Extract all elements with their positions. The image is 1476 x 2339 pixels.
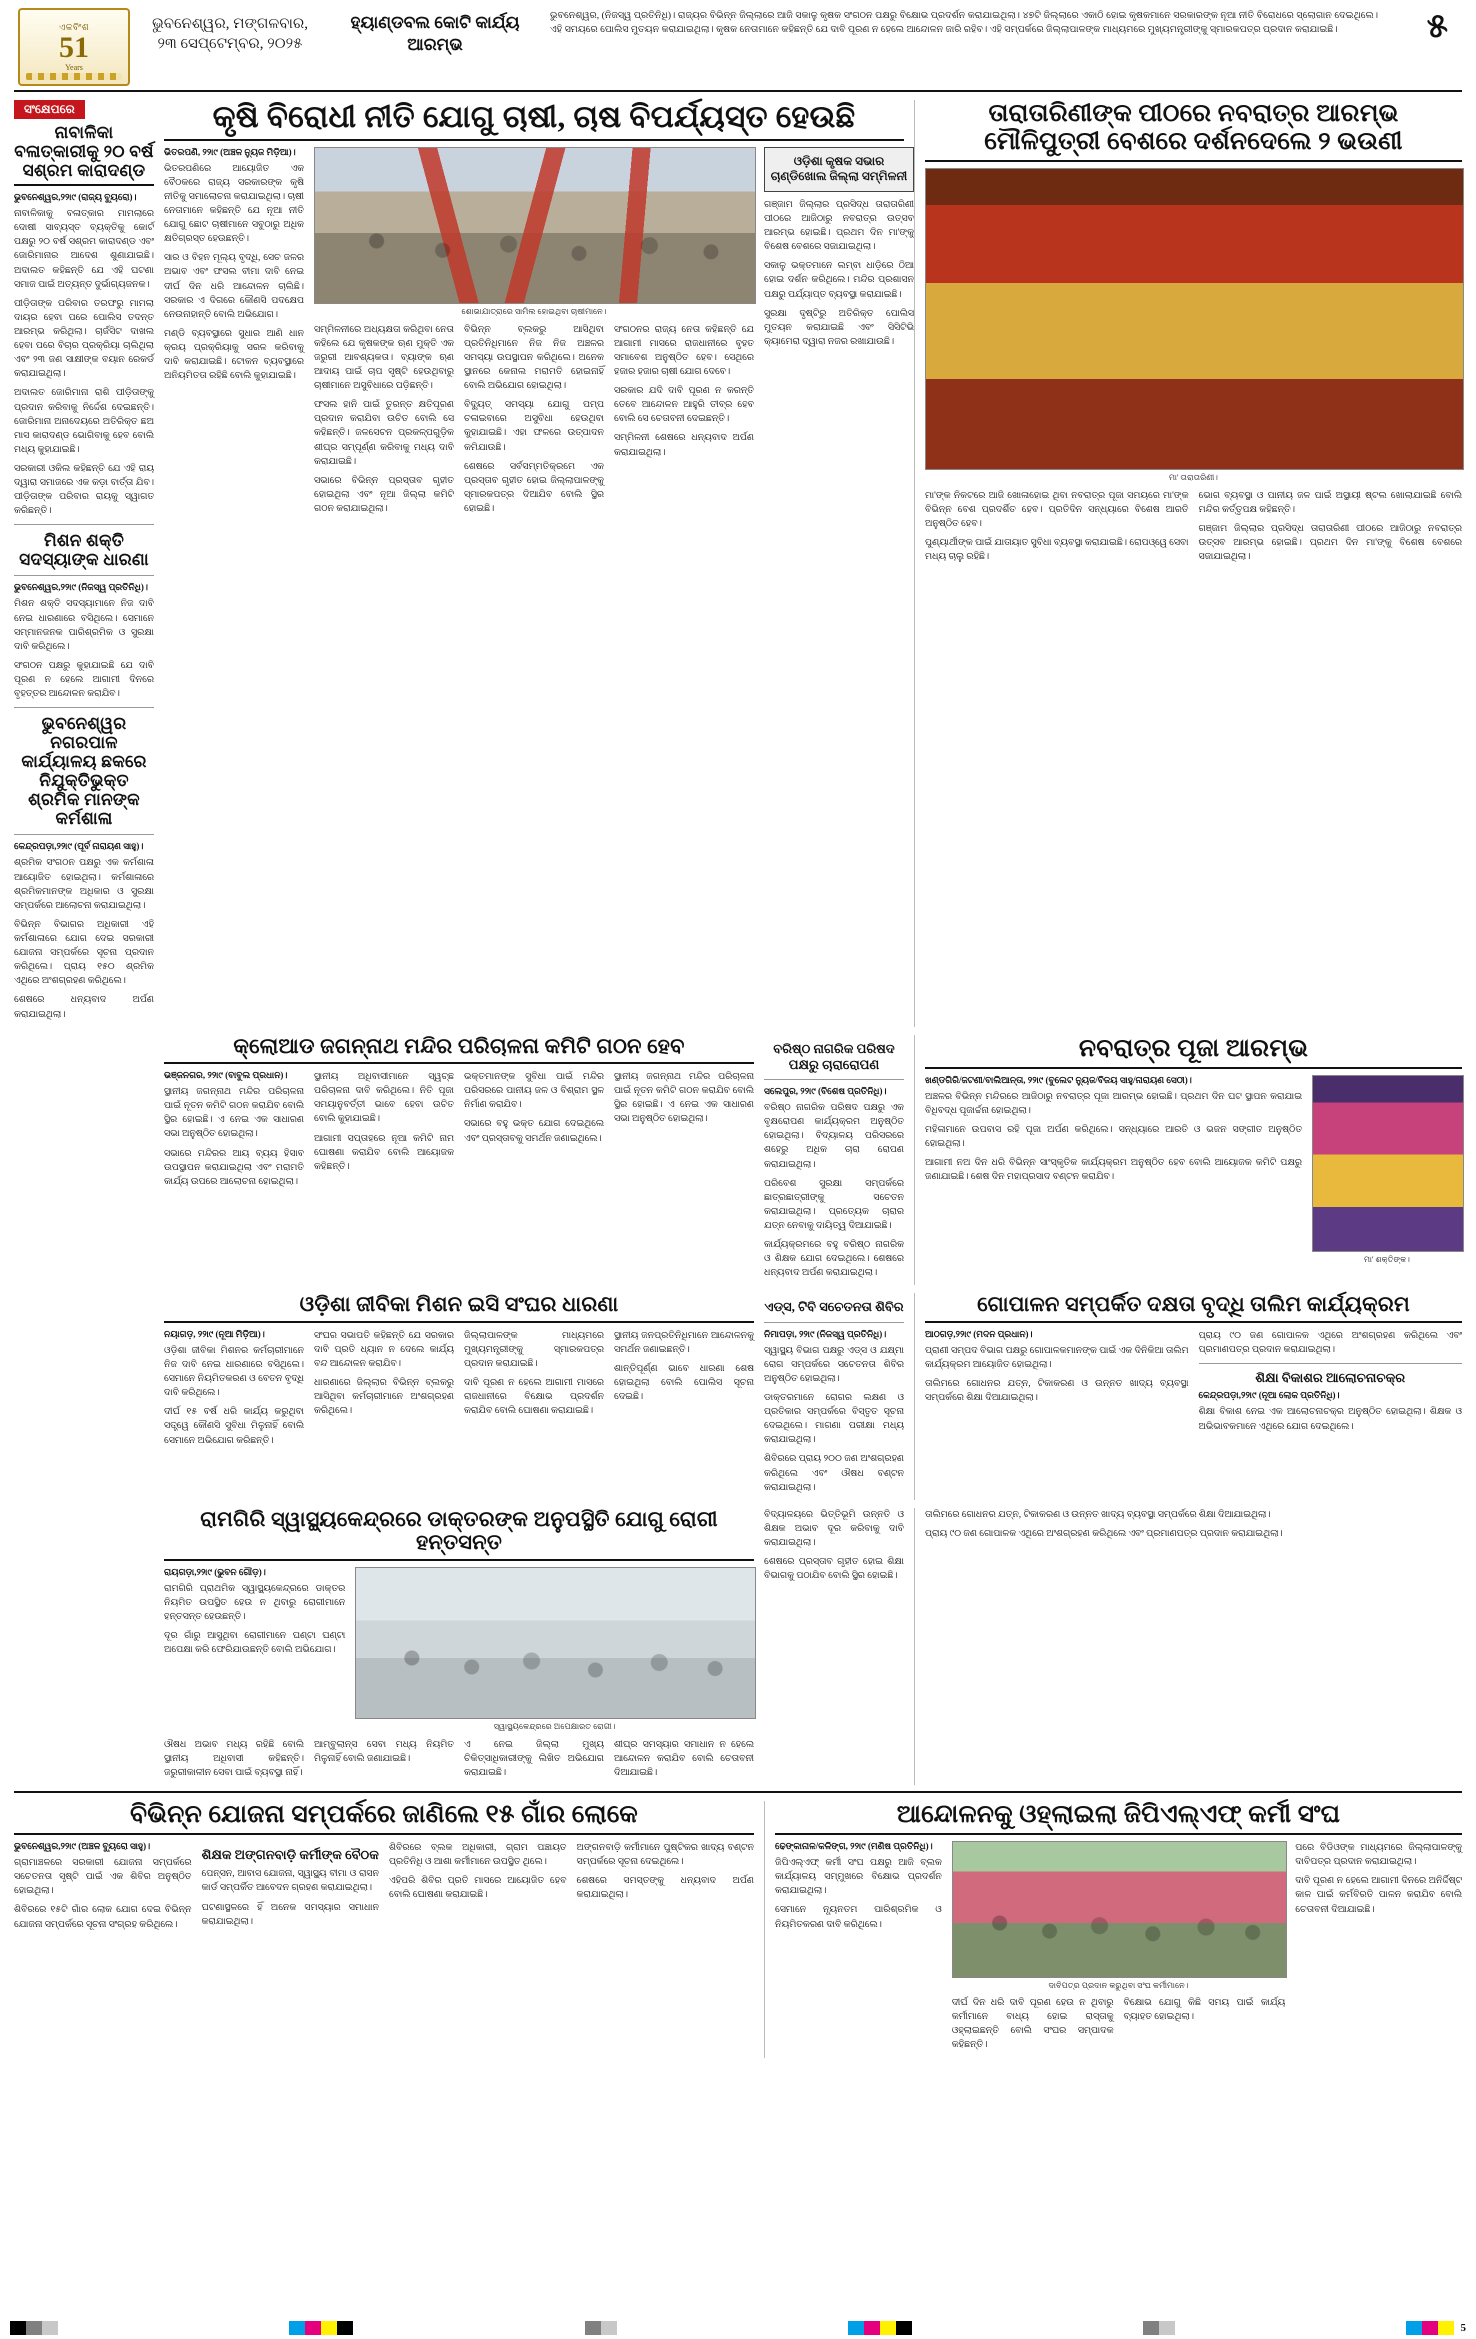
worker-workshop-para: ଶେଷରେ ଧନ୍ୟବାଦ ଅର୍ପଣ କରାଯାଇଥିଲା।: [14, 995, 154, 1020]
bottom-left-col-4: [577, 1841, 755, 1937]
brief-para: ପୀଡ଼ିତାଙ୍କ ପରିବାର ତରଫରୁ ମାମଲା ଦାୟର ହେବା ପରେ ପୋଲିସ ତଦନ୍ତ ଆରମ୍ଭ କରିଥିଲା। ଚାର୍ଜସିଟ ଦାଖଲ ହେବା ପରେ ବିଚାର ପ୍ରକ୍ରିୟା ଚାଲିଥିଲା ଏବଂ ୨୩ ଜଣ ସାକ୍ଷୀଙ୍କ ବୟାନ ରେକର୍ଡ କରାଯାଇଥିଲା।: [14, 298, 154, 380]
mission-shakti-headline: ମିଶନ ଶକ୍ତି ସଦସ୍ୟାଙ୍କ ଧାରଣା: [19, 531, 149, 570]
masthead-headline: ହ୍ୟାଣ୍ଡବଲ କୋଟି କାର୍ଯ୍ୟ ଆରମ୍ଭ: [350, 13, 520, 55]
row-5: [14, 1791, 1462, 2057]
jagannath-col-4: [614, 1070, 754, 1194]
gopalan-para: ତାଲିମରେ ଗୋଧନର ଯତ୍ନ, ଟିକାକରଣ ଓ ଉନ୍ନତ ଖାଦ୍ୟ ବ୍ୟବସ୍ଥା ସମ୍ପର୍କରେ ଶିକ୍ଷା ଦିଆଯାଇଥିଲା।: [925, 1379, 1189, 1404]
bottom-left-para: ଘଟଣାସ୍ଥଳରେ ହିଁ ଅନେକ ସମସ୍ୟାର ସମାଧାନ କରାଯାଇଥିଲା।: [201, 1902, 379, 1927]
bottom-right-para: ସେମାନେ ନ୍ୟୂନତମ ପାରିଶ୍ରମିକ ଓ ନିୟମିତକରଣ ଦାବି କରିଥିଲେ।: [775, 1905, 942, 1930]
jagannath-dateline: ଭଞ୍ଜନଗର, ୨୨ା୯ (ବାବୁଲ ପ୍ରଧାନ)।: [164, 1070, 288, 1081]
worker-workshop-para: ଶ୍ରମିକ ସଂଗଠନ ପକ୍ଷରୁ ଏକ କର୍ମଶାଳା ଆୟୋଜିତ ହୋଇଥିଲା। କର୍ମଶାଳାରେ ଶ୍ରମିକମାନଙ୍କ ଅଧିକାର ଓ ସୁରକ୍ଷା ସମ୍ପର୍କରେ ଆଲୋଚନା କରାଯାଇଥିଲା।: [14, 858, 154, 911]
bottom-right-photo-block: [952, 1841, 1286, 2057]
bottom-right-col-1: [775, 1841, 942, 2057]
jagannath-para: ସଭାରେ ମନ୍ଦିରର ଆୟ ବ୍ୟୟ ହିସାବ ଉପସ୍ଥାପନ କରାଯାଇଥିଲା ଏବଂ ମରାମତି କାର୍ଯ୍ୟ ଉପରେ ଆଲୋଚନା ହୋଇଥିଲା।: [164, 1148, 304, 1187]
navaratra-headline: ନବରାତ୍ର ପୂଜା ଆରମ୍ଭ: [1078, 1034, 1309, 1062]
ramagiri-col-4: [464, 1738, 604, 1785]
bottom-left-para: ଶିବିରରେ ୧୫ଟି ଗାଁର ଲୋକ ଯୋଗ ଦେଇ ବିଭିନ୍ନ ଯୋଜନା ସମ୍ପର୍କରେ ସୂଚନା ସଂଗ୍ରହ କରିଥିଲେ।: [14, 1905, 192, 1930]
registration-swatch: [864, 2321, 880, 2335]
registration-swatch: [289, 2321, 305, 2335]
temple-story: [914, 100, 1462, 1027]
registration-swatch: [305, 2321, 321, 2335]
main-story-para: ସମ୍ମିଳନୀ ଶେଷରେ ଧନ୍ୟବାଦ ଅର୍ପଣ କରାଯାଇଥିଲା।: [614, 433, 754, 458]
edition-date: ୨୩ ସେପ୍ଟେମ୍ବର, ୨୦୨୫: [157, 36, 303, 53]
row-2: [14, 1027, 1462, 1286]
main-story-para: ଫସଲ ହାନି ପାଇଁ ତୁରନ୍ତ କ୍ଷତିପୂରଣ ପ୍ରଦାନ କରାଯିବା ଉଚିତ ବୋଲି ସେ କହିଛନ୍ତି। ଜଳସେଚନ ପ୍ରକଳ୍ପଗୁଡ଼ିକ ଶୀଘ୍ର ସମ୍ପୂର୍ଣ୍ଣ କରିବାକୁ ମଧ୍ୟ ଦାବି କରାଯାଇଛି।: [314, 400, 454, 467]
bottom-left-para: ଶେଷରେ ସମସ୍ତଙ୍କୁ ଧନ୍ୟବାଦ ଅର୍ପଣ କରାଯାଇଥିଲା।: [576, 1876, 754, 1901]
bottom-right-para: ଦୀର୍ଘ ଦିନ ଧରି ଦାବି ପୂରଣ ହେଉ ନ ଥିବାରୁ କର୍ମୀମାନେ ବାଧ୍ୟ ହୋଇ ରାସ୍ତାକୁ ଓହ୍ଲାଇଛନ୍ତି ବୋଲି ସଂଘର ସମ୍ପାଦକ କହିଛନ୍ତି।: [951, 1998, 1114, 2051]
gopalan-dateline: ଆଠଗଡ଼,୨୨ା୯ (ମଦନ ପ୍ରଧାନ)।: [925, 1328, 1033, 1339]
ramagiri-col-2: [164, 1738, 304, 1785]
citizen-forum-para: କାର୍ଯ୍ୟକ୍ରମରେ ବହୁ ବରିଷ୍ଠ ନାଗରିକ ଓ ଶିକ୍ଷକ ଯୋଗ ଦେଇଥିଲେ। ଶେଷରେ ଧନ୍ୟବାଦ ଅର୍ପଣ କରାଯାଇଥିଲା।: [764, 1240, 904, 1279]
jagannath-para: ସ୍ଥାନୀୟ ଜଗନ୍ନାଥ ମନ୍ଦିର ପରିଚାଳନା ପାଇଁ ନୂତନ କମିଟି ଗଠନ କରାଯିବ ବୋଲି ସ୍ଥିର ହୋଇଛି। ଏ ନେଇ ଏକ ସାଧାରଣ ସଭା ଅନୁଷ୍ଠିତ ହୋଇଥିଲା।: [614, 1072, 754, 1125]
temple-headline-line1: ତାରାତାରିଣୀଙ୍କ ପୀଠରେ ନବରାତ୍ର ଆରମ୍ଭ: [988, 100, 1399, 127]
divider: [775, 1833, 1462, 1835]
gopalan-headline: ଗୋପାଳନ ସମ୍ପର୍କିତ ଦକ୍ଷତା ବୃଦ୍ଧି ତାଲିମ କାର୍ଯ୍ୟକ୍ରମ: [977, 1292, 1410, 1317]
divider: [925, 160, 1462, 162]
edition-place: ଭୁବନେଶ୍ୱର, ମଙ୍ଗଳବାର,: [151, 16, 308, 32]
spacer-col: [14, 1293, 154, 1499]
ramagiri-headline: ରାମଗିରି ସ୍ୱାସ୍ଥ୍ୟକେନ୍ଦ୍ରରେ ଡାକ୍ତରଙ୍କ ଅନୁପସ୍ଥିତି ଯୋଗୁ ରୋଗୀ ହନ୍ତସନ୍ତ: [200, 1506, 718, 1555]
livelihood-mission-story: [164, 1293, 754, 1499]
main-story-dateline: ଭିତରପଣି, ୨୨ା୯ (ଅଞ୍ଚଳ ନ୍ୟୁଜ ମିଡ଼ିଆ)।: [164, 146, 296, 157]
jagannath-col-3: [464, 1070, 604, 1194]
registration-swatch: [896, 2321, 912, 2335]
ramagiri-para: ଏ ନେଇ ଜିଲ୍ଲା ମୁଖ୍ୟ ଚିକିତ୍ସାଧିକାରୀଙ୍କୁ ଲିଖିତ ଅଭିଯୋଗ କରାଯାଇଛି।: [464, 1739, 604, 1779]
main-story-para: ସମ୍ମିଳନୀରେ ଅଧ୍ୟକ୍ଷତା କରିଥିବା ନେତା କହିଲେ ଯେ କୃଷକଙ୍କ ଋଣ ମୁକ୍ତି ଏକ ଜରୁରୀ ଆବଶ୍ୟକତା। ବ୍ୟାଙ୍କ ଋଣ ଆଦାୟ ପାଇଁ ଚାପ ସୃଷ୍ଟି ହେଉଥିବାରୁ ଚାଷୀମାନେ ଅସୁବିଧାରେ ପଡ଼ିଛନ୍ତି।: [314, 324, 454, 392]
navaratra-para: ଅଞ୍ଚଳର ବିଭିନ୍ନ ମନ୍ଦିରରେ ଆଜିଠାରୁ ନବରାତ୍ର ପୂଜା ଆରମ୍ଭ ହୋଇଛି। ପ୍ରଥମ ଦିନ ଘଟ ସ୍ଥାପନ କରାଯାଇ ବିଧିବଦ୍ଧ ପୂଜାର୍ଚ୍ଚନା ହୋଇଥିଲା।: [925, 1091, 1302, 1116]
anganwadi-subheadline: ଶିକ୍ଷକ ଅଙ୍ଗନବାଡ଼ି କର୍ମୀଙ୍କ ବୈଠକ: [201, 1847, 379, 1863]
hiv-training-story: [764, 1293, 904, 1499]
temple-para: ପୁଣ୍ୟାର୍ଥୀଙ୍କ ପାଇଁ ଯାତାୟାତ ସୁବିଧା ବ୍ୟବସ୍ଥା କରାଯାଇଛି। ରୋପଓ୍ୱେ ସେବା ମଧ୍ୟ ଚାଲୁ ରହିଛି।: [925, 538, 1189, 563]
navaratra-text: [925, 1075, 1302, 1265]
jagannath-para: ସ୍ଥାନୀୟ ଜଗନ୍ନାଥ ମନ୍ଦିର ପରିଚାଳନା ପାଇଁ ନୂତନ କମିଟି ଗଠନ କରାଯିବ ବୋଲି ସ୍ଥିର ହୋଇଛି। ଏ ନେଇ ଏକ ସାଧାରଣ ସଭା ଅନୁଷ୍ଠିତ ହୋଇଥିଲା।: [164, 1087, 304, 1140]
navaratra-dateline: ଖଣ୍ଡଗିରି/ଜଟଣୀ/ବାଲିଆନ୍ତା, ୨୨ା୯ (ବୁଲେଟ ନ୍ୟୁଜ/ବିଜୟ ସାହୁ/ନାରାୟଣ ସେଠୀ)।: [925, 1074, 1192, 1085]
print-registration-bar: [0, 2317, 1476, 2339]
livelihood-para: ଶାନ୍ତିପୂର୍ଣ୍ଣ ଭାବେ ଧାରଣା ଶେଷ ହୋଇଥିଲା ବୋଲି ପୋଲିସ ସୂଚନା ଦେଇଛି।: [614, 1364, 754, 1403]
livelihood-para: ଜିଲ୍ଲାପାଳଙ୍କ ମାଧ୍ୟମରେ ମୁଖ୍ୟମନ୍ତ୍ରୀଙ୍କୁ ସ୍ମାରକପତ୍ର ପ୍ରଦାନ କରାଯାଇଛି।: [464, 1330, 604, 1370]
divider: [14, 1833, 754, 1835]
tara-tarini-photo: [925, 168, 1464, 470]
education-light-story: [764, 1508, 904, 1785]
education-para: ଶିକ୍ଷା ବିକାଶ ନେଇ ଏକ ଆଲୋଚନାଚକ୍ର ଅନୁଷ୍ଠିତ ହୋଇଥିଲା। ଶିକ୍ଷକ ଓ ଅଭିଭାବକମାନେ ଏଥିରେ ଯୋଗ ଦେଇଥିଲେ।: [1198, 1407, 1462, 1432]
jagannath-col-1: [164, 1070, 304, 1194]
divider: [14, 575, 154, 576]
main-story-para: ଶେଷରେ ସର୍ବସମ୍ମତିକ୍ରମେ ଏକ ପ୍ରସ୍ତାବ ଗୃହୀତ ହୋଇ ଜିଲ୍ଲାପାଳଙ୍କୁ ସ୍ମାରକପତ୍ର ଦିଆଯିବ ବୋଲି ସ୍ଥିର ହୋଇଛି।: [464, 461, 604, 515]
hiv-dateline: ନିମାପଡ଼ା, ୨୨ା୯ (ନିଜସ୍ୱ ପ୍ରତିନିଧି)।: [764, 1328, 887, 1339]
livelihood-col-4: [614, 1329, 754, 1453]
ma-shakti-photo: [1312, 1075, 1464, 1252]
protest-photo: [314, 147, 756, 304]
divider: [14, 184, 154, 186]
divider: [925, 1321, 1462, 1323]
bottom-right-para: ଜିପିଏଲ୍‌ଏଫ୍ କର୍ମୀ ସଂଘ ପକ୍ଷରୁ ଆଜି ବ୍ଲକ କାର୍ଯ୍ୟାଳୟ ସମ୍ମୁଖରେ ବିକ୍ଷୋଭ ପ୍ରଦର୍ଶନ କରାଯାଇଥିଲା।: [775, 1858, 942, 1897]
gopalan-para: ତାଲିମରେ ଗୋଧନର ଯତ୍ନ, ଟିକାକରଣ ଓ ଉନ୍ନତ ଖାଦ୍ୟ ବ୍ୟବସ୍ଥା ସମ୍ପର୍କରେ ଶିକ୍ଷା ଦିଆଯାଇଥିଲା।: [925, 1509, 1271, 1520]
divider: [1199, 1363, 1463, 1364]
bottom-right-para: ପରେ ବିଡିଓଙ୍କ ମାଧ୍ୟମରେ ଜିଲ୍ଲାପାଳଙ୍କୁ ଦାବିପତ୍ର ପ୍ରଦାନ କରାଯାଇଥିଲା।: [1295, 1843, 1462, 1868]
registration-swatch: [585, 2321, 601, 2335]
main-col-d: [614, 323, 754, 521]
main-story-para: ବିଭିନ୍ନ ବ୍ଲକରୁ ଆସିଥିବା ପ୍ରତିନିଧିମାନେ ନିଜ ନିଜ ଅଞ୍ଚଳର ସମସ୍ୟା ଉପସ୍ଥାପନ କରିଥିଲେ। ଅନେକ ସ୍ଥାନରେ କେନାଲ ମରାମତି ହୋଇନାହିଁ ବୋଲି ଅଭିଯୋଗ ହୋଇଥିଲା।: [464, 324, 604, 392]
patients-overlay: [356, 1568, 755, 1718]
navaratra-story: [914, 1035, 1462, 1286]
bottom-right-dateline: ଢେଙ୍କାନାଳ/କଳିଙ୍ଗ, ୨୨ା୯ (ମଣିଷ ପ୍ରତିନିଧି)।: [775, 1841, 933, 1852]
registration-swatch: [1143, 2321, 1159, 2335]
anniversary-number: 51: [59, 31, 89, 64]
divider: [164, 1559, 754, 1561]
divider: [764, 1322, 904, 1323]
temple-col-1: [925, 489, 1189, 570]
gopalan-training-story: [914, 1293, 1462, 1499]
divider: [164, 139, 904, 141]
brief-dateline: ଭୁବନେଶ୍ୱର,୨୨ା୯ (ରାଜ୍ୟ ବ୍ୟୁରୋ)।: [14, 192, 137, 203]
education-para: ବିଦ୍ୟାଳୟରେ ଭିତ୍ତିଭୂମି ଉନ୍ନତି ଓ ଶିକ୍ଷକ ଅଭାବ ଦୂର କରିବାକୁ ଦାବି କରାଯାଇଥିଲା।: [764, 1509, 904, 1548]
bottom-left-para: ପେନ୍‌ସନ, ଆବାସ ଯୋଜନା, ସ୍ୱାସ୍ଥ୍ୟ ବୀମା ଓ ରାସନ କାର୍ଡ ସମ୍ପର୍କିତ ଆବେଦନ ଗ୍ରହଣ କରାଯାଇଥିଲା।: [201, 1869, 379, 1894]
jagannath-para: ଭକ୍ତମାନଙ୍କ ସୁବିଧା ପାଇଁ ମନ୍ଦିର ପରିସରରେ ପାନୀୟ ଜଳ ଓ ବିଶ୍ରାମ ସ୍ଥଳ ନିର୍ମାଣ କରାଯିବ।: [464, 1072, 604, 1111]
main-col-c: [464, 323, 604, 521]
temple-para: ଭୋଗ ବ୍ୟବସ୍ଥା ଓ ପାନୀୟ ଜଳ ପାଇଁ ଅସ୍ଥାୟୀ ଷ୍ଟଲ ଖୋଲାଯାଇଛି ବୋଲି ମନ୍ଦିର କର୍ତ୍ତୃପକ୍ଷ କହିଛନ୍ତି।: [1198, 491, 1462, 516]
edition-place-date: [140, 8, 320, 55]
main-story-headline: କୃଷି ବିରୋଧୀ ନୀତି ଯୋଗୁ ଚାଷୀ, ଚାଷ ବିପର୍ଯ୍ୟସ୍ତ ହେଉଛି: [212, 99, 856, 134]
livelihood-headline: ଓଡ଼ିଶା ଜୀବିକା ମିଶନ ଇସି ସଂଘର ଧାରଣା: [299, 1292, 619, 1317]
gopalan-para: ପ୍ରାୟ ୯୦ ଜଣ ଗୋପାଳକ ଏଥିରେ ଅଂଶଗ୍ରହଣ କରିଥିଲେ ଏବଂ ପ୍ରମାଣପତ୍ର ପ୍ରଦାନ କରାଯାଇଥିଲା।: [925, 1528, 1283, 1539]
livelihood-col-2: [314, 1329, 454, 1453]
education-headline: ଶିକ୍ଷା ବିକାଶର ଆଲୋଚନାଚକ୍ର: [1255, 1370, 1406, 1386]
hiv-para: ସ୍ୱାସ୍ଥ୍ୟ ବିଭାଗ ପକ୍ଷରୁ ଏଡ୍ସ ଓ ଯକ୍ଷ୍ମା ରୋଗ ସମ୍ପର୍କରେ ସଚେତନତା ଶିବିର ଅନୁଷ୍ଠିତ ହୋଇଥିଲା।: [764, 1345, 904, 1384]
jagannath-committee-story: [164, 1035, 754, 1286]
temple-para: ଗଞ୍ଜାମ ଜିଲ୍ଲାର ପ୍ରସିଦ୍ଧ ତାରାତାରିଣୀ ପୀଠରେ ଆଜିଠାରୁ ନବରାତ୍ର ଉତ୍ସବ ଆରମ୍ଭ ହୋଇଛି। ପ୍ରଥମ ଦିନ ମା'ଙ୍କୁ ବିଶେଷ ବେଶରେ ସଜାଯାଇଥିଲା।: [1198, 524, 1462, 563]
livelihood-para: ଦୀର୍ଘ ୧୫ ବର୍ଷ ଧରି କାର୍ଯ୍ୟ କରୁଥିବା ସତ୍ତ୍ୱେ କୌଣସି ସୁବିଧା ମିଳୁନାହିଁ ବୋଲି ସେମାନେ ଅଭିଯୋଗ କରିଛନ୍ତି।: [164, 1407, 304, 1446]
column-briefs-cont: [14, 1035, 154, 1286]
bottom-left-para: ଏହିପରି ଶିବିର ପ୍ରତି ମାସରେ ଆୟୋଜିତ ହେବ ବୋଲି ଘୋଷଣା କରାଯାଇଛି।: [389, 1876, 567, 1901]
navaratra-para: ମହିଳାମାନେ ଉପବାସ ରହି ପୂଜା ଅର୍ପଣ କରିଥିଲେ। ସନ୍ଧ୍ୟାରେ ଆରତି ଓ ଭଜନ ସଙ୍ଗୀତ ଅନୁଷ୍ଠିତ ହୋଇଥିଲା।: [925, 1124, 1302, 1149]
temple-col-2: [1199, 489, 1463, 570]
livelihood-para: ସ୍ଥାନୀୟ ଜନପ୍ରତିନିଧିମାନେ ଆନ୍ଦୋଳନକୁ ସମର୍ଥନ ଜଣାଇଛନ୍ତି।: [614, 1330, 754, 1356]
registration-swatch: [1159, 2321, 1175, 2335]
navaratra-photo-block: [1312, 1075, 1462, 1265]
main-photo-block: [314, 147, 754, 521]
anniversary-ribbon-text: ଏକବିଂଶ: [58, 22, 90, 32]
registration-swatch: [321, 2321, 337, 2335]
spacer-col: [14, 1508, 154, 1785]
tara-tarini-caption: ମା' ତାରାତାରିଣୀ।: [1169, 473, 1218, 482]
main-col-b: [314, 323, 454, 521]
main-story-para: ସରକାର ଯଦି ଦାବି ପୂରଣ ନ କରନ୍ତି ତେବେ ଆନ୍ଦୋଳନ ଆହୁରି ତୀବ୍ର ହେବ ବୋଲି ସେ ଚେତାବନୀ ଦେଇଛନ୍ତି।: [614, 386, 754, 425]
gopalan-col-1: [925, 1329, 1189, 1439]
section-tag-sankhepare: ସଂକ୍ଷେପରେ: [14, 100, 85, 119]
divider: [164, 1321, 754, 1323]
bottom-left-story: [14, 1801, 754, 2057]
hiv-para: ଶିବିରରେ ପ୍ରାୟ ୨୦୦ ଜଣ ଅଂଶଗ୍ରହଣ କରିଥିଲେ ଏବଂ ଔଷଧ ବଣ୍ଟନ କରାଯାଇଥିଲା।: [764, 1454, 904, 1493]
registration-swatch: [42, 2321, 58, 2335]
divider: [14, 524, 154, 525]
gopalan-para: ପ୍ରାଣୀ ସମ୍ପଦ ବିଭାଗ ପକ୍ଷରୁ ଗୋପାଳକମାନଙ୍କ ପାଇଁ ଏକ ଦିନିକିଆ ତାଲିମ କାର୍ଯ୍ୟକ୍ରମ ଆୟୋଜିତ ହୋଇଥିଲା।: [925, 1345, 1189, 1371]
gopalan-cont: [914, 1508, 1462, 1785]
anniversary-years-label: Years: [65, 63, 83, 72]
ramagiri-story: [164, 1508, 754, 1785]
bottom-right-col-3: [1295, 1841, 1462, 2057]
registration-swatch: [1438, 2321, 1454, 2335]
citizen-forum-para: ବରିଷ୍ଠ ନାଗରିକ ପରିଷଦ ପକ୍ଷରୁ ଏକ ବୃକ୍ଷରୋପଣ କାର୍ଯ୍ୟକ୍ରମ ଅନୁଷ୍ଠିତ ହୋଇଥିଲା। ବିଦ୍ୟାଳୟ ପରିସରରେ ଶହେରୁ ଅଧିକ ଚାରା ରୋପଣ କରାଯାଇଥିଲା।: [764, 1103, 904, 1170]
livelihood-para: ସଂଘର ସଭାପତି କହିଛନ୍ତି ଯେ ସରକାର ଦାବି ପ୍ରତି ଧ୍ୟାନ ନ ଦେଲେ କାର୍ଯ୍ୟ ବନ୍ଦ ଆନ୍ଦୋଳନ କରାଯିବ।: [314, 1330, 454, 1370]
registration-swatch: [601, 2321, 617, 2335]
citizen-forum-para: ପରିବେଶ ସୁରକ୍ଷା ସମ୍ପର୍କରେ ଛାତ୍ରଛାତ୍ରୀଙ୍କୁ ସଚେତନ କରାଯାଇଥିଲା। ପ୍ରତ୍ୟେକ ଚାରାର ଯତ୍ନ ନେବାକୁ ଦାୟିତ୍ୱ ଦିଆଯାଇଛି।: [764, 1178, 904, 1231]
protest-photo-caption: ଶୋଭାଯାତ୍ରାରେ ସାମିଲ ହୋଇଥିବା ଚାଷୀମାନେ।: [461, 306, 607, 316]
main-story-para: ସଂଗଠନର ରାଜ୍ୟ ନେତା କହିଛନ୍ତି ଯେ ଆଗାମୀ ମାସରେ ରାଜଧାନୀରେ ବୃହତ ସମାବେଶ ଅନୁଷ୍ଠିତ ହେବ। ସେଥିରେ ହଜାର ହଜାର ଚାଷୀ ଯୋଗ ଦେବେ।: [614, 324, 754, 378]
citizen-forum-headline: ବରିଷ୍ଠ ନାଗରିକ ପରିଷଦ ପକ୍ଷରୁ ଚାରାରୋପଣ: [773, 1040, 895, 1072]
divider: [164, 1062, 754, 1064]
jagannath-para: ସ୍ଥାନୀୟ ଅଧିବାସୀମାନେ ସ୍ୱଚ୍ଛ ପରିଚାଳନା ଦାବି କରିଥିଲେ। ନିତି ପୂଜା ସମୟାନୁବର୍ତ୍ତୀ ଭାବେ ହେବା ଉଚିତ ବୋଲି କୁହାଯାଇଛି।: [314, 1072, 454, 1125]
bottom-left-headline: ବିଭିନ୍ନ ଯୋଜନା ସମ୍ପର୍କରେ ଜାଣିଲେ ୧୫ ଗାଁର ଲୋକେ: [130, 1801, 638, 1829]
temple-headline-line2: ମୌଳିପୁତ୍ରୀ ବେଶରେ ଦର୍ଶନଦେଲେ ୨ ଭଉଣୀ: [984, 128, 1403, 155]
ramagiri-photo-block: [355, 1567, 754, 1732]
hiv-para: ଡାକ୍ତରମାନେ ରୋଗର ଲକ୍ଷଣ ଓ ପ୍ରତିକାର ସମ୍ପର୍କରେ ବିସ୍ତୃତ ସୂଚନା ଦେଇଥିଲେ। ମାଗଣା ପରୀକ୍ଷା ମଧ୍ୟ କରାଯାଇଥିଲା।: [764, 1393, 904, 1446]
brief-para: ସରକାରୀ ଓକିଲ କହିଛନ୍ତି ଯେ ଏହି ରାୟ ଦ୍ୱାରା ସମାଜରେ ଏକ କଡ଼ା ବାର୍ତ୍ତା ଯିବ। ପୀଡ଼ିତାଙ୍କ ପରିବାର ରାୟକୁ ସ୍ୱାଗତ କରିଛନ୍ତି।: [14, 463, 154, 517]
ramagiri-para: ଔଷଧ ଅଭାବ ମଧ୍ୟ ରହିଛି ବୋଲି ସ୍ଥାନୀୟ ଅଧିବାସୀ କହିଛନ୍ତି। ଜରୁରୀକାଳୀନ ସେବା ପାଇଁ ବ୍ୟବସ୍ଥା ନାହିଁ।: [164, 1739, 304, 1779]
ramagiri-para: ଶୀଘ୍ର ସମସ୍ୟାର ସମାଧାନ ନ ହେଲେ ଆନ୍ଦୋଳନ କରାଯିବ ବୋଲି ଚେତାବନୀ ଦିଆଯାଇଛି।: [614, 1739, 754, 1779]
ramagiri-para: ରାମଗିରି ପ୍ରାଥମିକ ସ୍ୱାସ୍ଥ୍ୟକେନ୍ଦ୍ରରେ ଡାକ୍ତର ନିୟମିତ ଉପସ୍ଥିତ ହେଉ ନ ଥିବାରୁ ରୋଗୀମାନେ ହନ୍ତସନ୍ତ ହେଉଛନ୍ତି।: [164, 1583, 346, 1623]
masthead: [14, 0, 1462, 92]
krushak-sabha-box: ଓଡ଼ିଶା କୃଷକ ସଭାର ଚାଣ୍ଡିଖୋଲ ଜିଲ୍ଲା ସମ୍ମିଳନୀ: [764, 147, 914, 192]
worker-workshop-dateline: କେନ୍ଦ୍ରପଡ଼ା,୨୨ା୯ (ପୂର୍ବ ନାରାୟଣ ସାହୁ)।: [14, 841, 144, 852]
temple-para: ମା'ଙ୍କ ନିକଟରେ ଆଜି ଖୋଳାହୋଇ ଥିବା ନବରାତ୍ର ପୂଜା ସମୟରେ ମା'ଙ୍କ ବିଭିନ୍ନ ବେଶ ପ୍ରଦର୍ଶିତ ହେବ। ପ୍ରତିଦିନ ସନ୍ଧ୍ୟାରେ ବିଶେଷ ଆରତି ଅନୁଷ୍ଠିତ ହେବ।: [925, 491, 1189, 530]
main-story: [164, 99, 914, 1027]
ramagiri-col-1: [164, 1567, 345, 1732]
livelihood-dateline: ନୟାଗଡ଼, ୨୨ା୯ (ନୂଆ ମିଡ଼ିଆ)।: [164, 1328, 265, 1339]
ramagiri-dateline: ରାୟଗଡ଼ା,୨୨ା୯ (ଭୁବନ ଗୌଡ଼)।: [164, 1566, 266, 1577]
demonstration-caption: ଦାବିପତ୍ର ପ୍ରଦାନ କରୁଥିବା ସଂଘ କର୍ମୀମାନେ।: [1048, 1981, 1189, 1991]
ramagiri-col-5: [614, 1738, 754, 1785]
main-story-para: ସାର ଓ ବିହନ ମୂଲ୍ୟ ବୃଦ୍ଧି, ସେଚ ଜଳର ଅଭାବ ଏବଂ ଫସଲ ବୀମା ଦାବି ନେଇ ଦୀର୍ଘ ଦିନ ଧରି ଆନ୍ଦୋଳନ ଚାଲିଛି। ସରକାର ଏ ଦିଗରେ କୌଣସି ପଦକ୍ଷେପ ନେଉନାହାନ୍ତି ବୋଲି ଅଭିଯୋଗ।: [164, 253, 304, 320]
bottom-right-headline: ଆନ୍ଦୋଳନକୁ ଓହ୍ଲାଇଲା ଜିପିଏଲ୍‌ଏଫ୍ କର୍ମୀ ସଂଘ: [896, 1801, 1341, 1829]
main-story-para: ମଣ୍ଡି ବ୍ୟବସ୍ଥାରେ ସୁଧାର ଆଣି ଧାନ କ୍ରୟ ପ୍ରକ୍ରିୟାକୁ ସରଳ କରିବାକୁ ଦାବି କରାଯାଇଛି। ଟୋକନ ବ୍ୟବସ୍ଥାରେ ଅନିୟମିତତା ରହିଛି ବୋଲି କୁହାଯାଇଛି।: [164, 328, 304, 382]
jagannath-para: ଆଗାମୀ ସପ୍ତାହରେ ନୂଆ କମିଟି ନାମ ଘୋଷଣା କରାଯିବ ବୋଲି ଆୟୋଜକ କହିଛନ୍ତି।: [314, 1133, 454, 1172]
bottom-left-col-1: [14, 1841, 192, 1937]
temple-para: ସୁରକ୍ଷା ଦୃଷ୍ଟିରୁ ଅତିରିକ୍ତ ପୋଲିସ ମୁତୟନ କରାଯାଇଛି ଏବଂ ସିସିଟିଭି କ୍ୟାମେରା ଦ୍ୱାରା ନଜର ରଖାଯାଉଛି।: [764, 308, 914, 347]
bottom-left-col-3: [389, 1841, 567, 1937]
registration-swatch: [1422, 2321, 1438, 2335]
jagannath-para: ସଭାରେ ବହୁ ଭକ୍ତ ଯୋଗ ଦେଇଥିଲେ ଏବଂ ପ୍ରସ୍ତାବକୁ ସମର୍ଥନ ଜଣାଇଥିଲେ।: [464, 1119, 604, 1144]
citizen-forum-dateline: ସଲେପୁର, ୨୨ା୯ (ବିଶେଷ ପ୍ରତିନିଧି)।: [764, 1086, 887, 1097]
main-col-a: [164, 147, 304, 521]
ma-shakti-caption: ମା' ଶକ୍ତିଙ୍କ।: [1363, 1254, 1410, 1264]
bottom-left-para: ଅଙ୍ଗନବାଡ଼ି କର୍ମୀମାନେ ପୁଷ୍ଟିକର ଖାଦ୍ୟ ବଣ୍ଟନ ସମ୍ପର୍କରେ ସୂଚନା ଦେଇଥିଲେ।: [576, 1843, 754, 1868]
demonstrators-overlay: [953, 1842, 1287, 1977]
anniversary-logo: [18, 8, 130, 86]
divider: [764, 1079, 904, 1080]
masthead-teaser: ଭୁବନେଶ୍ୱର, (ନିଜସ୍ୱ ପ୍ରତିନିଧି)। ରାଜ୍ୟର ବିଭିନ୍ନ ଜିଲ୍ଲାରେ ଆଜି ସକାଳୁ କୃଷକ ସଂଗଠନ ପକ୍ଷରୁ ବିକ୍ଷୋଭ ପ୍ରଦର୍ଶନ କରାଯାଇଥିଲା। ୪୭ଟି ଜିଲ୍ଲାରେ ଏକାଠି ହୋଇ କୃଷକମାନେ ସରକାରଙ୍କ ନୂଆ ନୀତି ବିରୋଧରେ ସ୍ଲୋଗାନ ଦେଇଥିଲେ। ଏହି ସମୟରେ ପୋଲିସ ମୁତୟନ କରାଯାଇଥିଲା। କୃଷକ ନେତାମାନେ କହିଛନ୍ତି ଯେ ଦାବି ପୂରଣ ନ ହେଲେ ଆନ୍ଦୋଳନ ଜାରି ରହିବ। ଏହି ସମ୍ପର୍କରେ ଜିଲ୍ଲାପାଳଙ୍କ ମାଧ୍ୟମରେ ମୁଖ୍ୟମନ୍ତ୍ରୀଙ୍କୁ ସ୍ମାରକପତ୍ର ପ୍ରଦାନ କରାଯାଇଛି।: [550, 11, 1378, 35]
education-para: ଶେଷରେ ପ୍ରସ୍ତାବ ଗୃହୀତ ହୋଇ ଶିକ୍ଷା ବିଭାଗକୁ ପଠାଯିବ ବୋଲି ସ୍ଥିର ହୋଇଛି।: [764, 1557, 904, 1582]
livelihood-para: ଧାରଣାରେ ଜିଲ୍ଲାର ବିଭିନ୍ନ ବ୍ଲକରୁ ଆସିଥିବା କର୍ମଚାରୀମାନେ ଅଂଶଗ୍ରହଣ କରିଥିଲେ।: [314, 1378, 454, 1417]
row-3: [14, 1285, 1462, 1499]
temple-para: ସକାଳୁ ଭକ୍ତମାନେ ଲମ୍ବା ଧାଡ଼ିରେ ଠିଆ ହୋଇ ଦର୍ଶନ କରିଥିଲେ। ମନ୍ଦିର ପ୍ରଶାସନ ପକ୍ଷରୁ ପର୍ଯ୍ୟାପ୍ତ ବ୍ୟବସ୍ଥା କରାଯାଇଛି।: [764, 261, 914, 300]
bottom-right-para: ବିକ୍ଷୋଭ ଯୋଗୁ କିଛି ସମୟ ପାଇଁ କାର୍ଯ୍ୟ ବ୍ୟାହତ ହୋଇଥିଲା।: [1123, 1998, 1286, 2023]
registration-swatch: [26, 2321, 42, 2335]
main-story-para: ସଭାରେ ବିଭିନ୍ନ ପ୍ରସ୍ତାବ ଗୃହୀତ ହୋଇଥିଲା ଏବଂ ନୂଆ ଜିଲ୍ଲା କମିଟି ଗଠନ କରାଯାଇଥିଲା।: [314, 475, 454, 515]
bottom-left-dateline: ଭୁବନେଶ୍ୱର,୨୨ା୯ (ଅଞ୍ଚଳ ବ୍ୟୁରୋ ସାହୁ)।: [14, 1841, 151, 1852]
bottom-right-para: ଦାବି ପୂରଣ ନ ହେଲେ ଆଗାମୀ ଦିନରେ ଅନିର୍ଦ୍ଦିଷ୍ଟ କାଳ ପାଇଁ କର୍ମବିରତି ପାଳନ କରାଯିବ ବୋଲି ଚେତାବନୀ ଦିଆଯାଇଛି।: [1295, 1876, 1462, 1915]
mission-shakti-para: ସଂଗଠନ ପକ୍ଷରୁ କୁହାଯାଇଛି ଯେ ଦାବି ପୂରଣ ନ ହେଲେ ଆଗାମୀ ଦିନରେ ବୃହତ୍ତର ଆନ୍ଦୋଳନ କରାଯିବ।: [14, 660, 154, 700]
brief-headline: ନାବାଳିକା ବଳାତ୍କାରୀକୁ ୨୦ ବର୍ଷ ସଶ୍ରମ କାରାଦଣ୍ଡ: [14, 123, 154, 181]
row-1: [14, 92, 1462, 1027]
registration-swatch: [848, 2321, 864, 2335]
row-4: [14, 1500, 1462, 1785]
livelihood-col-1: [164, 1329, 304, 1453]
ramagiri-para: ଦୂର ଗାଁରୁ ଆସୁଥିବା ରୋଗୀମାନେ ଘଣ୍ଟା ଘଣ୍ଟା ଅପେକ୍ଷା କରି ଫେରିଯାଉଛନ୍ତି ବୋଲି ଅଭିଯୋଗ।: [164, 1631, 346, 1656]
mission-shakti-para: ମିଶନ ଶକ୍ତି ସଦସ୍ୟାମାନେ ନିଜ ଦାବି ନେଇ ଧାରଣାରେ ବସିଥିଲେ। ସେମାନେ ସମ୍ମାନଜନକ ପାରିଶ୍ରମିକ ଓ ସୁରକ୍ଷା ଦାବି କରିଥିଲେ।: [14, 599, 154, 652]
hiv-headline: ଏଡ୍ସ, ଟିବି ସଚେତନତା ଶିବିର: [764, 1299, 904, 1315]
divider: [14, 707, 154, 708]
registration-swatch: [337, 2321, 353, 2335]
column-briefs: [14, 100, 154, 1027]
worker-workshop-headline: ଭୁବନେଶ୍ୱର ନଗରପାଳ କାର୍ଯ୍ୟାଳୟ ଛକରେ ନିଯୁକ୍ତିଭୁକ୍ତ ଶ୍ରମିକ ମାନଙ୍କ କର୍ମଶାଳା: [21, 714, 147, 829]
gopalan-col-2: [1199, 1329, 1463, 1439]
registration-swatch: [10, 2321, 26, 2335]
divider: [14, 834, 154, 835]
registration-swatch: [880, 2321, 896, 2335]
jagannath-col-2: [314, 1070, 454, 1194]
bottom-left-para: ଶିବିରରେ ବ୍ଲକ ଅଧିକାରୀ, ଗ୍ରାମ ପଞ୍ଚାୟତ ପ୍ରତିନିଧି ଓ ଆଶା କର୍ମୀମାନେ ଉପସ୍ଥିତ ଥିଲେ।: [389, 1843, 567, 1868]
main-col-e: [764, 147, 914, 521]
main-story-para: ବିଦ୍ୟୁତ୍ ସମସ୍ୟା ଯୋଗୁ ପମ୍ପ ଚଳାଇବାରେ ଅସୁବିଧା ହେଉଥିବା କୁହାଯାଇଛି। ଏହା ଫଳରେ ଉତ୍ପାଦନ କମିଯାଉଛି।: [464, 400, 604, 453]
bottom-left-col-2: [202, 1841, 380, 1937]
livelihood-para: ଦାବି ପୂରଣ ନ ହେଲେ ଆଗାମୀ ମାସରେ ରାଜଧାନୀରେ ବିକ୍ଷୋଭ ପ୍ରଦର୍ଶନ କରାଯିବ ବୋଲି ଘୋଷଣା କରାଯାଇଛି।: [464, 1378, 604, 1417]
worker-workshop-para: ବିଭିନ୍ନ ବିଭାଗର ଅଧିକାରୀ ଏହି କର୍ମଶାଳାରେ ଯୋଗ ଦେଇ ସରକାରୀ ଯୋଜନା ସମ୍ପର୍କରେ ସୂଚନା ପ୍ରଦାନ କରିଥିଲେ। ପ୍ରାୟ ୧୫୦ ଶ୍ରମିକ ଏଥିରେ ଅଂଶଗ୍ରହଣ କରିଥିଲେ।: [14, 919, 154, 987]
brief-para: ନାବାଳିକାକୁ ବଳାତ୍କାର ମାମଲାରେ ଦୋଷୀ ସାବ୍ୟସ୍ତ ବ୍ୟକ୍ତିକୁ କୋର୍ଟ ପକ୍ଷରୁ ୨୦ ବର୍ଷ ସଶ୍ରମ କାରାଦଣ୍ଡ ଏବଂ ଜୋରିମାନାର ଆଦେଶ ଶୁଣାଯାଇଛି। ଅଦାଲତ କହିଛନ୍ତି ଯେ ଏହି ଘଟଣା ସମାଜ ପାଇଁ ଅତ୍ୟନ୍ତ ଦୁର୍ଭାଗ୍ୟଜନକ।: [14, 209, 154, 290]
page-number: ୫: [1426, 8, 1448, 45]
health-centre-photo: [355, 1567, 756, 1719]
education-dateline: କେନ୍ଦ୍ରପଡ଼ା,୨୨ା୯ (ନୂଆ ଲୋକ ପ୍ରତିନିଧି)।: [1198, 1390, 1340, 1401]
demonstration-photo: [952, 1841, 1288, 1978]
health-centre-caption: ସ୍ୱାସ୍ଥ୍ୟକେନ୍ଦ୍ରରେ ଅପେକ୍ଷାରତ ରୋଗୀ।: [493, 1721, 616, 1731]
ramagiri-para: ଆମ୍ବୁଲାନ୍ସ ସେବା ମଧ୍ୟ ନିୟମିତ ମିଳୁନାହିଁ ବୋଲି ଜଣାଯାଇଛି।: [314, 1739, 454, 1764]
navaratra-para: ଆଗାମୀ ନଅ ଦିନ ଧରି ବିଭିନ୍ନ ସାଂସ୍କୃତିକ କାର୍ଯ୍ୟକ୍ରମ ଅନୁଷ୍ଠିତ ହେବ ବୋଲି ଆୟୋଜକ କମିଟି ପକ୍ଷରୁ ଜଣାଯାଇଛି। ଶେଷ ଦିନ ମହାପ୍ରସାଦ ବଣ୍ଟନ କରାଯିବ।: [925, 1158, 1302, 1183]
divider: [925, 1067, 1462, 1069]
registration-swatch: [1406, 2321, 1422, 2335]
crowd-overlay: [315, 148, 755, 303]
ramagiri-col-3: [314, 1738, 454, 1785]
gopalan-para: ପ୍ରାୟ ୯୦ ଜଣ ଗୋପାଳକ ଏଥିରେ ଅଂଶଗ୍ରହଣ କରିଥିଲେ ଏବଂ ପ୍ରମାଣପତ୍ର ପ୍ରଦାନ କରାଯାଇଥିଲା।: [1198, 1330, 1462, 1356]
livelihood-col-3: [464, 1329, 604, 1453]
mission-shakti-dateline: ଭୁବନେଶ୍ୱର,୨୨ା୯ (ନିଜସ୍ୱ ପ୍ରତିନିଧି)।: [14, 582, 148, 593]
temple-para: ଗଞ୍ଜାମ ଜିଲ୍ଲାର ପ୍ରସିଦ୍ଧ ତାରାତାରିଣୀ ପୀଠରେ ଆଜିଠାରୁ ନବରାତ୍ର ଉତ୍ସବ ଆରମ୍ଭ ହୋଇଛି। ପ୍ରଥମ ଦିନ ମା'ଙ୍କୁ ବିଶେଷ ବେଶରେ ସଜାଯାଇଥିଲା।: [764, 199, 914, 253]
bottom-right-story: [764, 1801, 1462, 2057]
jagannath-headline: କ୍ଲୋଆଡ ଜଗନ୍ନାଥ ମନ୍ଦିର ପରିଚାଳନା କମିଟି ଗଠନ ହେବ: [233, 1033, 685, 1058]
livelihood-para: ଓଡ଼ିଶା ଜୀବିକା ମିଶନର କର୍ମଚାରୀମାନେ ନିଜ ଦାବି ନେଇ ଧାରଣାରେ ବସିଥିଲେ। ସେମାନେ ନିୟମିତକରଣ ଓ ବେତନ ବୃଦ୍ଧି ଦାବି କରିଥିଲେ।: [164, 1345, 304, 1399]
brief-para: ଅଦାଲତ ଜୋରିମାନା ରାଶି ପୀଡ଼ିତାଙ୍କୁ ପ୍ରଦାନ କରିବାକୁ ନିର୍ଦ୍ଦେଶ ଦେଇଛନ୍ତି। ଜୋରିମାନା ଅନାଦେୟରେ ଅତିରିକ୍ତ ଛଅ ମାସ କାରାଦଣ୍ଡ ଭୋଗିବାକୁ ହେବ ବୋଲି ମଧ୍ୟ କୁହାଯାଇଛି।: [14, 388, 154, 455]
footer-page-mark: 5: [1460, 2322, 1466, 2334]
main-story-para: ଭିତରପଣିରେ ଆୟୋଜିତ ଏକ ବୈଠକରେ ରାଜ୍ୟ ସରକାରଙ୍କ କୃଷି ନୀତିକୁ ସମାଲୋଚନା କରାଯାଇଥିଲା। ଚାଷୀ ନେତାମାନେ କହିଛନ୍ତି ଯେ ନୂଆ ନୀତି ଯୋଗୁ ଛୋଟ ଚାଷୀମାନେ ସବୁଠାରୁ ଅଧିକ କ୍ଷତିଗ୍ରସ୍ତ ହେଉଛନ୍ତି।: [164, 163, 304, 245]
bottom-left-para: ଗ୍ରାମାଞ୍ଚଳରେ ସରକାରୀ ଯୋଜନା ସମ୍ପର୍କରେ ସଚେତନତା ସୃଷ୍ଟି ପାଇଁ ଏକ ଶିବିର ଅନୁଷ୍ଠିତ ହୋଇଥିଲା।: [14, 1858, 192, 1897]
citizen-forum-story: [764, 1035, 904, 1286]
